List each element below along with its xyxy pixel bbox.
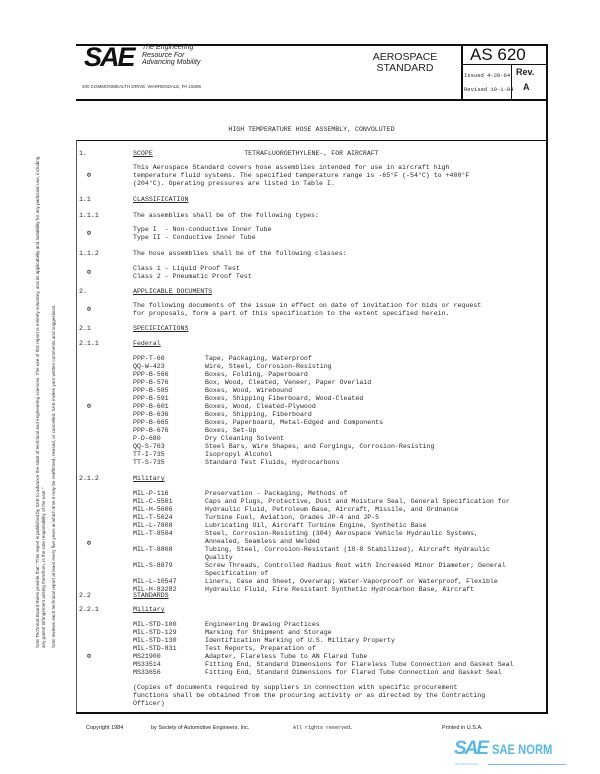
change-mark: Φ [87, 653, 91, 660]
document-id: MIL-STD-130 [133, 637, 177, 644]
document-title: Box, Wood, Cleated, Veneer, Paper Overlaid [205, 379, 372, 386]
document-id: MIL-H-83282 [133, 586, 177, 593]
rev-divider [511, 64, 512, 100]
doc-number: AS 620 [470, 45, 526, 64]
section-number: 1.1.1 [79, 212, 99, 219]
document-title: Boxes, Shipping Fiberboard, Wood-Cleated [205, 395, 364, 402]
document-title: Hydraulic Fluid, Petroleum Base, Aircraft, Missile, and Ordnance [205, 506, 459, 513]
document-reference [133, 586, 510, 594]
document-id: MS33656 [133, 669, 161, 676]
document-title: Identification Marking of U.S. Military Property [205, 637, 395, 644]
change-mark: Φ [87, 540, 91, 547]
section-number: 2.1 [79, 325, 91, 332]
document-id: PPP-B-665 [133, 419, 169, 426]
frame-left [76, 140, 77, 714]
copyright-owner: by Society of Automotive Engineers, Inc. [151, 725, 250, 731]
watermark-text: SAE NORM [492, 741, 553, 757]
federal-list [133, 355, 435, 467]
document-title: Test Reports, Preparation of [205, 645, 316, 652]
document-title: Boxes, Wood, Wirebound [205, 387, 293, 394]
change-mark: Φ [87, 403, 91, 410]
sae-tagline [142, 44, 200, 67]
document-reference [133, 546, 510, 562]
section-heading: Military [133, 606, 165, 613]
document-id: PPP-B-676 [133, 427, 169, 434]
copyright: Copyright 1984 [86, 725, 124, 731]
document-title: Dry Cleaning Solvent [205, 435, 285, 442]
section-heading: SPECIFICATIONS [133, 325, 189, 332]
document-id: MIL-T-5624 [133, 514, 173, 521]
sae-logo: SAE [84, 42, 134, 72]
doc-type [352, 52, 458, 74]
document-reference [133, 645, 514, 653]
document-id: MIL-T-8808 [133, 546, 173, 553]
document-title: Caps and Plugs, Protective, Dust and Moisture Seal, General Specification for [205, 498, 510, 505]
document-reference [133, 411, 435, 419]
document-id: MIL-L-10547 [133, 578, 177, 585]
document-id: MIL-STD-831 [133, 645, 177, 652]
document-id: PPP-B-591 [133, 395, 169, 402]
document-title: Boxes, Shipping, Fiberboard [205, 411, 312, 418]
printed-in: Printed in U.S.A. [442, 725, 483, 731]
rev-label: Rev. [516, 67, 535, 77]
document-title: Turbine Fuel, Aviation, Grades JP-4 and JP-5 [205, 514, 380, 521]
revised-date: Revised 10-1-84 [464, 86, 514, 93]
document-id: MIL-STD-100 [133, 621, 177, 628]
document-reference [133, 355, 435, 363]
document-reference [133, 578, 510, 586]
document-title: Boxes, Folding, Paperboard [205, 371, 308, 378]
rights-notice: All rights reserved. [293, 725, 354, 731]
class-list: Class 1 - Liquid Proof Test Class 2 - Pneumatic Proof Test [133, 265, 252, 280]
paragraph: This Aerospace Standard covers hose assemblies intended for use in aircraft high temperature fluid systems. The specified temperature range is -65°F (-54°C) to +400°F (204°C). Operating pressures are listed in Table I. [133, 164, 470, 187]
type-list: Type I - Non-conductive Inner Tube Type II - Conductive Inner Tube [133, 226, 272, 241]
document-id: QQ-S-763 [133, 443, 165, 450]
document-id: MIL-S-8879 [133, 562, 173, 569]
document-reference [133, 395, 435, 403]
side-notice [35, 148, 57, 648]
title-line: TETRAFLUOROETHYLENE-, FOR AIRCRAFT [244, 150, 379, 157]
document-reference [133, 653, 514, 661]
document-id: PPP-B-566 [133, 371, 169, 378]
document-reference [133, 387, 435, 395]
watermark-logo: SAE [454, 738, 488, 759]
document-id: PPP-B-585 [133, 387, 169, 394]
document-reference [133, 669, 514, 677]
document-title: Boxes, Set-Up [205, 427, 257, 434]
document-title: Boxes, Wood, Cleated-Plywood [205, 403, 316, 410]
document-reference [133, 621, 514, 629]
header-divider [461, 44, 463, 100]
document-title: Fitting End, Standard Dimensions for Flared Tube Connection and Gasket Seal [205, 669, 502, 676]
document-id: MS21900 [133, 653, 161, 660]
document-title: Steel, Corrosion-Resisting (304) Aerospace Vehicle Hydraulic Systems, Annealed, Seamless and Welded [205, 530, 479, 545]
paragraph: The assemblies shall be of the following types: [133, 212, 319, 219]
document-title: Adapter, Flareless Tube to AN Flared Tube [205, 653, 368, 660]
paragraph: The following documents of the issue in effect on date of invitation for bids or request for proposals, form a part of this specification to the extent specified herein. [133, 302, 482, 317]
section-number: 2. [79, 288, 87, 295]
change-mark: Φ [87, 172, 91, 179]
procurement-note: (Copies of documents required by suppliers in connection with specific procurement functions shall be obtained from the procuring activity or as directed by the Contracting Officer) [133, 684, 486, 707]
document-title: Preservation - Packaging, Methods of [205, 490, 348, 497]
document-title: Tubing, Steel, Corrosion-Resistant (18-8 Stabilized), Aircraft Hydraulic Quality [205, 546, 490, 561]
change-mark: Φ [87, 269, 91, 276]
document-reference [133, 490, 510, 498]
document-reference [133, 522, 510, 530]
document-reference [133, 498, 510, 506]
document-id: TT-S-735 [133, 459, 165, 466]
document-id: PPP-B-576 [133, 379, 169, 386]
document-reference [133, 403, 435, 411]
document-id: MIL-H-5606 [133, 506, 173, 513]
tagline-line: The Engineering [142, 44, 194, 51]
document-id: PPP-B-601 [133, 403, 169, 410]
section-number: 2.1.2 [79, 475, 99, 482]
rev-value: A [523, 82, 530, 92]
document-reference [133, 435, 435, 443]
document-id: MIL-C-5501 [133, 498, 173, 505]
tagline-line: Resource For [142, 51, 185, 59]
change-mark: Φ [87, 306, 91, 313]
document-title: Tape, Packaging, Waterproof [205, 355, 312, 362]
document-reference [133, 506, 510, 514]
document-title: Engineering Drawing Practices [205, 621, 320, 628]
document-title: Standard Test Fluids, Hydrocarbons [205, 459, 340, 466]
notice-paragraph: SAE Technical Board Rules provide that: "This report is published by SAE to advance the state of technical and engineering sciences. The use of this report is entirely voluntary, and its applicability and suitability for any particular use, including any patent infringement arising therefrom, is the sole responsibility of the user." [35, 156, 46, 648]
document-reference [133, 363, 435, 371]
document-title: Isopropyl Alcohol [205, 451, 273, 458]
document-title: Wire, Steel, Corrosion-Resisting [205, 363, 332, 370]
watermark-sub: INTERNATIONAL [455, 762, 479, 766]
section-heading: SCOPE [133, 150, 153, 157]
document-title: Steel Bars, Wire Shapes, and Forgings, Corrosion-Resisting [205, 443, 435, 450]
document-title: Screw Threads, Controlled Radius Root with Increased Minor Diameter; General Specification of [205, 562, 506, 577]
tagline-line: Advancing Mobility [142, 59, 201, 66]
document-reference [133, 451, 435, 459]
watermark-rule [488, 764, 566, 765]
document-title: Liners, Case and Sheet, Overwrap; Water-Vaporproof or Waterproof, Flexible [205, 578, 498, 585]
section-number: 2.1.1 [79, 340, 99, 347]
military-std-list [133, 621, 514, 677]
doc-type-line: STANDARD [376, 62, 434, 74]
section-number: 1.1 [79, 196, 91, 203]
frame-bottom [76, 712, 547, 714]
document-id: MIL-L-7808 [133, 522, 173, 529]
document-title: Boxes, Paperboard, Metal-Edged and Components [205, 419, 384, 426]
change-mark: Φ [87, 230, 91, 237]
doc-type-line: AEROSPACE [372, 51, 438, 63]
document-id: P-D-680 [133, 435, 161, 442]
document-id: MIL-STD-129 [133, 629, 177, 636]
section-heading: Military [133, 475, 165, 482]
document-title: Lubricating Oil, Aircraft Turbine Engine, Synthetic Base [205, 522, 427, 529]
document-id: TT-I-735 [133, 451, 165, 458]
document-id: PPP-B-636 [133, 411, 169, 418]
section-number: 1.1.2 [79, 250, 99, 257]
section-number: 1. [79, 150, 87, 157]
document-title: Hydraulic Fluid, Fire Resistant Synthetic Hydrocarbon Base, Aircraft [205, 586, 475, 593]
document-reference [133, 661, 514, 669]
document-reference [133, 419, 435, 427]
document-reference [133, 379, 435, 387]
document-id: MIL-T-8504 [133, 530, 173, 537]
header-rule [76, 99, 547, 101]
title-line: HIGH TEMPERATURE HOSE ASSEMBLY, CONVOLUTED [228, 126, 395, 133]
section-number: 2.2.1 [79, 606, 99, 613]
section-heading: STANDARDS [133, 592, 169, 599]
military-spec-list [133, 490, 510, 594]
document-reference [133, 514, 510, 522]
issued-date: Issued 4-20-64 [464, 72, 511, 79]
document-reference [133, 427, 435, 435]
document-id: QQ-W-423 [133, 363, 165, 370]
section-heading: Federal [133, 340, 161, 347]
notice-paragraph: SAE reviews each technical report at least every five years at which time it may be reaffirmed, revised, or cancelled. SAE invites your written comments and suggestions. [51, 304, 56, 648]
document-title: Marking for Shipment and Storage [205, 629, 332, 636]
document-reference [133, 443, 435, 451]
section-heading: CLASSIFICATION [133, 196, 189, 203]
document-id: PPP-T-60 [133, 355, 165, 362]
address: 400 COMMONWEALTH DRIVE, WARRENDALE, PA 15096 [82, 84, 201, 89]
document-reference [133, 637, 514, 645]
document-reference [133, 459, 435, 467]
document-reference [133, 530, 510, 546]
section-heading: APPLICABLE DOCUMENTS [133, 288, 213, 295]
document-reference [133, 562, 510, 578]
paragraph: The hose assemblies shall be of the following classes: [133, 250, 347, 257]
document-reference [133, 371, 435, 379]
document-id: MS33514 [133, 661, 161, 668]
document-title: Fitting End, Standard Dimensions for Flareless Tube Connection and Gasket Seal [205, 661, 514, 668]
document-reference [133, 629, 514, 637]
section-number: 2.2 [79, 592, 91, 599]
document-id: MIL-P-116 [133, 490, 169, 497]
